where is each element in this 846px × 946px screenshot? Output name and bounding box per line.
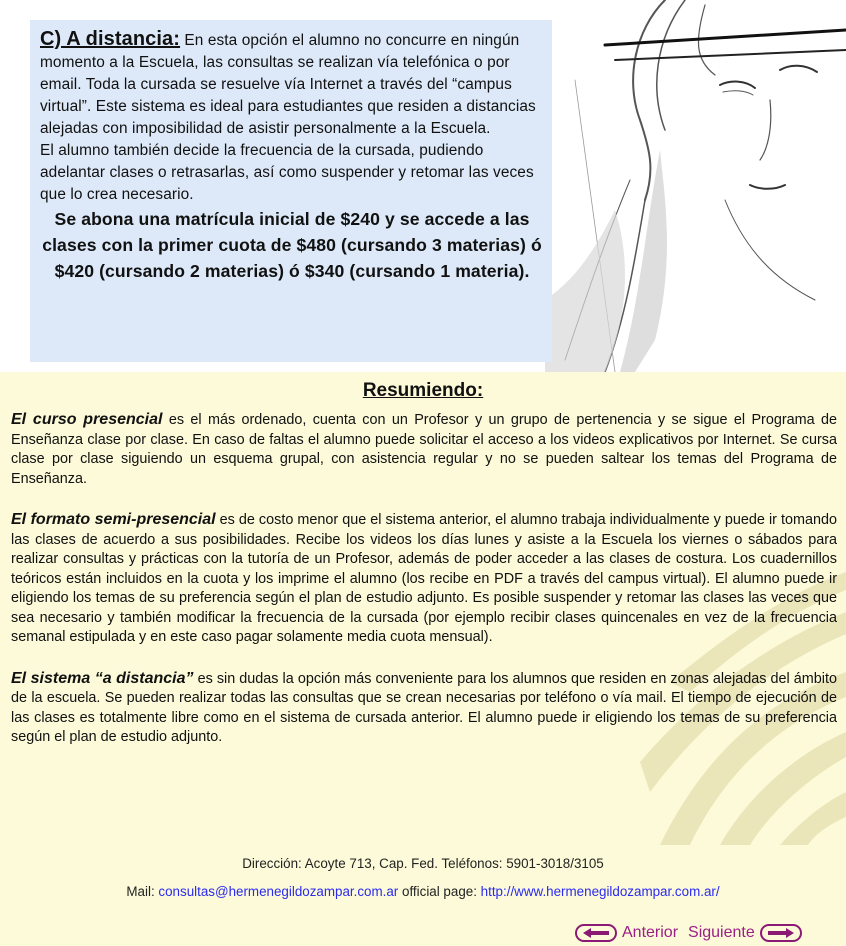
text-presencial: es el más ordenado, cuenta con un Profesor y un grupo de pertenencia y se sigue el Programa de Enseñanza clase por clase. En caso de faltas el alumno puede solicitar el acceso a los videos explicativos por Internet. Se cursa clase por clase siguiendo un esquema grupal, con asistencia regular y no se pueden saltear los temas del Programa de Enseñanza. (11, 412, 838, 487)
summary-section (0, 372, 846, 845)
footer-contact (0, 884, 846, 899)
lead-semi-presencial: El formato semi-presencial (11, 511, 216, 528)
page-navigation (575, 922, 802, 944)
prev-link[interactable]: Anterior (622, 924, 679, 941)
next-arrow-button[interactable] (760, 924, 802, 942)
summary-title: Resumiendo: (362, 380, 484, 401)
next-link[interactable]: Siguiente (688, 924, 755, 941)
summary-text (11, 410, 837, 769)
text-distancia: es sin dudas la opción más conveniente para los alumnos que residen en zonas alejadas del ámbito de la escuela. Se pueden realizar todas las consultas que se crean necesarias por teléfono o vía mail. El tiempo de ejecución de las clases es totalmente libre como en el sistema de cursada anterior. El alumno puede ir eligiendo los temas de su preferencia según el plan de estudio adjunto. (11, 670, 837, 745)
summary-presencial (11, 410, 837, 489)
prev-arrow-button[interactable] (575, 924, 617, 942)
arrow-left-icon (581, 927, 611, 939)
mail-link[interactable]: consultas@hermenegildozampar.com.ar (158, 884, 399, 899)
distance-price: Se abona una matrícula inicial de $240 y se accede a las clases con la primer cuota de $480 (cursando 3 materias) ó $420 (cursando 2 materias) ó $340 (cursando 1 materia). (42, 209, 542, 281)
top-section (0, 0, 846, 372)
footer-address: Dirección: Acoyte 713, Cap. Fed. Teléfonos: 5901-3018/3105 (242, 856, 604, 871)
text-semi-presencial: es de costo menor que el sistema anterior, el alumno trabaja individualmente y puede ir tomando las clases de acuerdo a sus posibilidades. Recibe los videos los días lunes y asiste a la Escuela los viernes o sábados para realizar consultas y prácticas con la tutoría de un Profesor, además de poder acceder a las clases de costura. Los cuadernillos teóricos están incluidos en la cuota y los imprime el alumno (los recibe en PDF a través del campus virtual). El alumno puede ir eligiendo los temas de su preferencia según el plan de estudio adjunto. Es posible suspender y retomar las clases las veces que sea necesario y también modificar la frecuencia de la cursada (por ejemplo recibir clases quincenales en vez de la frecuencia semanal estipulada y en este caso pagar solamente media cuota mensual). (11, 512, 837, 645)
arrow-right-icon (766, 927, 796, 939)
lead-presencial: El curso presencial (11, 411, 163, 428)
distance-title: C) A distancia: (40, 28, 181, 50)
summary-semi-presencial (11, 510, 837, 648)
distance-info-box (30, 20, 552, 362)
lead-distancia: El sistema “a distancia” (11, 669, 194, 687)
mail-label: Mail: (126, 884, 159, 899)
summary-distancia (11, 669, 837, 748)
distance-body: En esta opción el alumno no concurre en ningún momento a la Escuela, las consultas se realizan vía telefónica o por email. Toda la cursada se resuelve vía Internet a través del “campus virtual”. Este sistema es ideal para estudiantes que residen a distancias alejadas con imposibilidad de asistir personalmente a la Escuela. (40, 32, 536, 137)
official-label: official page: (398, 884, 481, 899)
distance-paragraph (40, 28, 544, 140)
official-page-link[interactable]: http://www.hermenegildozampar.com.ar/ (480, 884, 720, 899)
distance-body-2: El alumno también decide la frecuencia de la cursada, pudiendo adelantar clases o retrasarlas, así como suspender y retomar las veces que lo crea necesario. (40, 142, 534, 203)
fashion-sketch-illustration (545, 0, 846, 372)
